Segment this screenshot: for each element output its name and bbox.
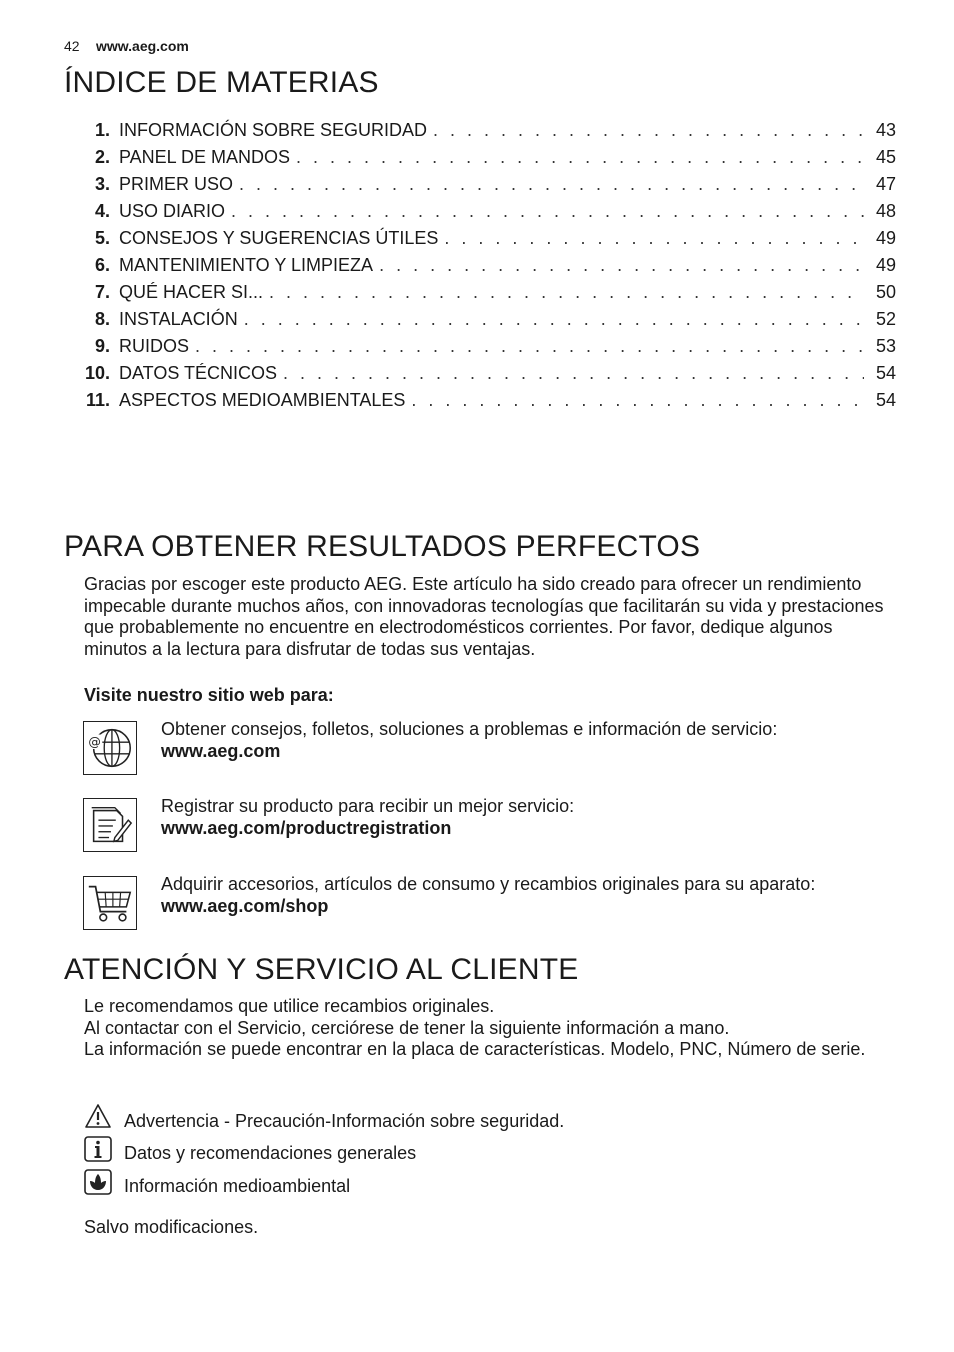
toc-heading: ÍNDICE DE MATERIAS [64, 66, 379, 99]
toc-item[interactable] [78, 255, 896, 282]
legend-environment-label: Información medioambiental [124, 1176, 351, 1196]
service-line: La información se puede encontrar en la placa de características. Modelo, PNC, Número de serie. [84, 1039, 866, 1059]
toc-item-number: 1. [94, 120, 110, 140]
toc-item[interactable] [78, 363, 896, 390]
toc-item[interactable] [78, 228, 896, 255]
toc-item-page: 49 [875, 255, 896, 275]
website-link[interactable]: www.aeg.com [161, 740, 281, 761]
toc-item-number: 10. [84, 363, 110, 383]
toc-dot-leader [283, 363, 864, 384]
info-icon [84, 1136, 112, 1162]
toc-item[interactable] [78, 282, 896, 309]
globe-at-icon [83, 721, 137, 775]
toc-dot-leader [269, 282, 864, 303]
toc-item-title: PANEL DE MANDOS [119, 147, 291, 167]
toc-item[interactable] [78, 309, 896, 336]
toc-item-title: CONSEJOS Y SUGERENCIAS ÚTILES [119, 228, 439, 248]
toc-item-title: RUIDOS [119, 336, 190, 356]
svg-text:@: @ [88, 734, 101, 750]
warning-triangle-icon [84, 1103, 112, 1129]
legend-warning-label: Advertencia - Precaución-Información sobre seguridad. [124, 1111, 565, 1131]
toc-item-page: 54 [875, 390, 896, 410]
service-line: Al contactar con el Servicio, cerciórese de tener la siguiente información a mano. [84, 1017, 730, 1038]
environment-flower-icon [84, 1169, 112, 1195]
toc-item-number: 9. [94, 336, 110, 356]
toc-dot-leader [379, 255, 864, 276]
toc-dot-leader [244, 309, 864, 330]
perfect-results-body: Gracias por escoger este producto AEG. Este artículo ha sido creado para ofrecer un rendimiento impecable durante muchos años, con innovadoras tecnologías que facilitarán su vida y prestaciones que probablemente no encuentre en electrodomésticos corrientes. Por favor, dedique algunos minutos a la lectura para disfrutar de todas sus ventajas. [84, 574, 884, 659]
toc-dot-leader [239, 174, 864, 195]
toc-item[interactable] [78, 336, 896, 363]
toc-item-page: 47 [875, 174, 896, 194]
shop-link[interactable]: www.aeg.com/shop [161, 895, 329, 916]
link-item-registration [161, 796, 891, 839]
toc-item-title: INSTALACIÓN [119, 309, 238, 329]
toc-item-title: QUÉ HACER SI... [119, 282, 264, 302]
table-of-contents [78, 120, 896, 417]
toc-item-title: DATOS TÉCNICOS [119, 363, 278, 383]
toc-item-number: 7. [94, 282, 110, 302]
link-item-tips [161, 719, 891, 762]
service-line: Le recomendamos que utilice recambios originales. [84, 996, 495, 1016]
toc-item-title: ASPECTOS MEDIOAMBIENTALES [119, 390, 406, 410]
toc-dot-leader [231, 201, 864, 222]
link-description: Registrar su producto para recibir un mejor servicio: [161, 796, 575, 816]
toc-dot-leader [433, 120, 864, 141]
page-number: 42 [64, 38, 80, 54]
toc-item-number: 2. [94, 147, 110, 167]
toc-dot-leader [444, 228, 864, 249]
toc-item-page: 43 [875, 120, 896, 140]
registration-link[interactable]: www.aeg.com/productregistration [161, 817, 452, 838]
perfect-results-heading: PARA OBTENER RESULTADOS PERFECTOS [64, 530, 701, 563]
link-item-shop [161, 874, 891, 917]
toc-item[interactable] [78, 147, 896, 174]
toc-item-number: 4. [94, 201, 110, 221]
shopping-cart-icon [83, 876, 137, 930]
toc-item[interactable] [78, 174, 896, 201]
registration-form-icon [83, 798, 137, 852]
link-description: Adquirir accesorios, artículos de consumo y recambios originales para su aparato: [161, 874, 816, 894]
toc-item-title: MANTENIMIENTO Y LIMPIEZA [119, 255, 374, 275]
toc-item-title: INFORMACIÓN SOBRE SEGURIDAD [119, 120, 428, 140]
toc-item-page: 45 [875, 147, 896, 167]
toc-item-number: 6. [94, 255, 110, 275]
toc-item[interactable] [78, 201, 896, 228]
toc-item-page: 50 [875, 282, 896, 302]
toc-item-page: 52 [875, 309, 896, 329]
toc-item-page: 53 [875, 336, 896, 356]
link-description: Obtener consejos, folletos, soluciones a problemas e información de servicio: [161, 719, 778, 739]
toc-dot-leader [195, 336, 864, 357]
toc-item-number: 5. [94, 228, 110, 248]
toc-dot-leader [296, 147, 864, 168]
toc-dot-leader [411, 390, 864, 411]
header-url: www.aeg.com [96, 38, 189, 54]
visit-label: Visite nuestro sitio web para: [84, 685, 334, 705]
toc-item-title: USO DIARIO [119, 201, 226, 221]
toc-item-title: PRIMER USO [119, 174, 234, 194]
toc-item-number: 11. [85, 390, 110, 410]
footer-note: Salvo modificaciones. [84, 1217, 259, 1237]
legend-info-label: Datos y recomendaciones generales [124, 1143, 417, 1163]
toc-item-page: 54 [875, 363, 896, 383]
toc-item-page: 49 [875, 228, 896, 248]
toc-item-number: 8. [94, 309, 110, 329]
customer-service-heading: ATENCIÓN Y SERVICIO AL CLIENTE [64, 953, 579, 986]
service-text [84, 996, 894, 1061]
toc-item-page: 48 [875, 201, 896, 221]
toc-item[interactable] [78, 120, 896, 147]
toc-item[interactable] [78, 390, 896, 417]
toc-item-number: 3. [94, 174, 110, 194]
